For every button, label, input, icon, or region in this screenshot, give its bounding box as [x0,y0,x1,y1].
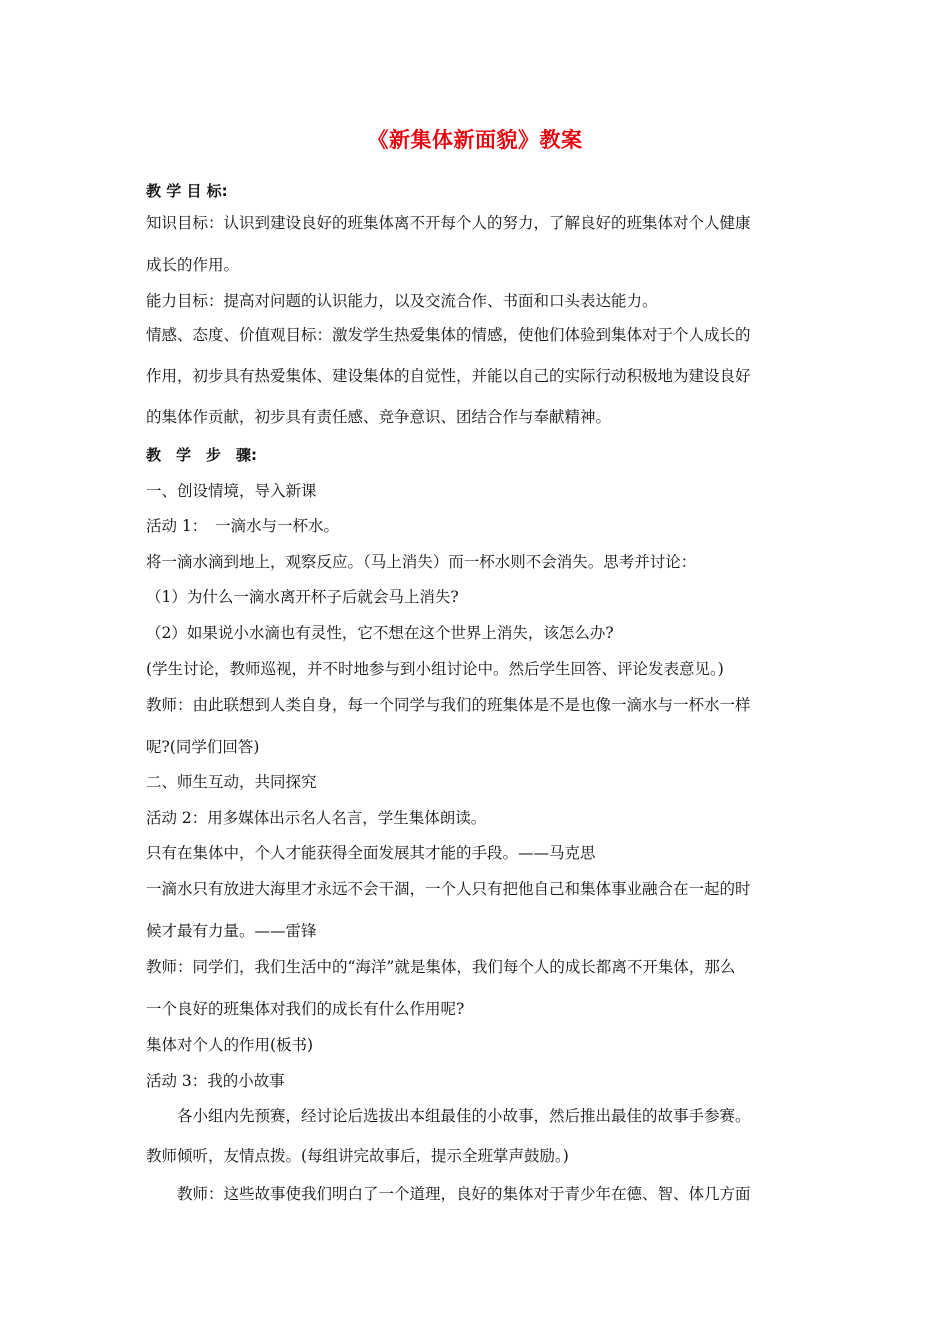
paragraph-line: 集体对个人的作用(板书) [146,1036,314,1054]
section-heading-steps: 教 学 步 骤: [146,446,257,464]
paragraph-line: 教师：同学们，我们生活中的“海洋”就是集体，我们每个人的成长都离不开集体，那么 [146,958,736,976]
paragraph-line: 一个良好的班集体对我们的成长有什么作用呢? [146,1000,465,1018]
quote-line: 候才最有力量。——雷锋 [146,922,317,940]
paragraph-line: 活动 2：用多媒体出示名人名言，学生集体朗读。 [146,809,487,827]
paragraph-line: 教师：由此联想到人类自身，每一个同学与我们的班集体是不是也像一滴水与一杯水一样 [146,696,751,714]
paragraph-line: 的集体作贡献，初步具有责任感、竞争意识、团结合作与奉献精神。 [146,408,612,426]
paragraph-line: 知识目标：认识到建设良好的班集体离不开每个人的努力，了解良好的班集体对个人健康 [146,214,751,232]
paragraph-line: 各小组内先预赛，经讨论后选拔出本组最佳的小故事，然后推出最佳的故事手参赛。 [177,1107,751,1125]
paragraph-line: 活动 1： 一滴水与一杯水。 [146,517,340,535]
document-title: 《新集体新面貌》教案 [367,128,583,152]
paragraph-line: 将一滴水滴到地上，观察反应。（马上消失）而一杯水则不会消失。思考并讨论： [146,553,697,571]
paragraph-line: 呢?(同学们回答) [146,738,260,756]
paragraph-line: (学生讨论，教师巡视，并不时地参与到小组讨论中。然后学生回答、评论发表意见。) [146,660,724,678]
quote-line: 只有在集体中，个人才能获得全面发展其才能的手段。——马克思 [146,844,596,862]
paragraph-line: 一、创设情境，导入新课 [146,482,317,500]
paragraph-line: 教师：这些故事使我们明白了一个道理，良好的集体对于青少年在德、智、体几方面 [177,1185,751,1203]
section-heading-goals: 教 学 目 标: [146,182,228,200]
paragraph-line: 作用，初步具有热爱集体、建设集体的自觉性，并能以自己的实际行动积极地为建设良好 [146,367,751,385]
paragraph-line: 能力目标：提高对问题的认识能力，以及交流合作、书面和口头表达能力。 [146,292,658,310]
paragraph-line: 成长的作用。 [146,256,240,274]
paragraph-line: 教师倾听，友情点拨。(每组讲完故事后，提示全班掌声鼓励。) [146,1147,569,1165]
paragraph-line: （1）为什么一滴水离开杯子后就会马上消失? [146,588,459,606]
paragraph-line: 情感、态度、价值观目标：激发学生热爱集体的情感，使他们体验到集体对于个人成长的 [146,326,751,344]
quote-line: 一滴水只有放进大海里才永远不会干涸，一个人只有把他自己和集体事业融合在一起的时 [146,880,751,898]
paragraph-line: 二、师生互动，共同探究 [146,773,317,791]
paragraph-line: 活动 3：我的小故事 [146,1072,285,1090]
paragraph-line: （2）如果说小水滴也有灵性，它不想在这个世界上消失，该怎么办? [146,624,614,642]
